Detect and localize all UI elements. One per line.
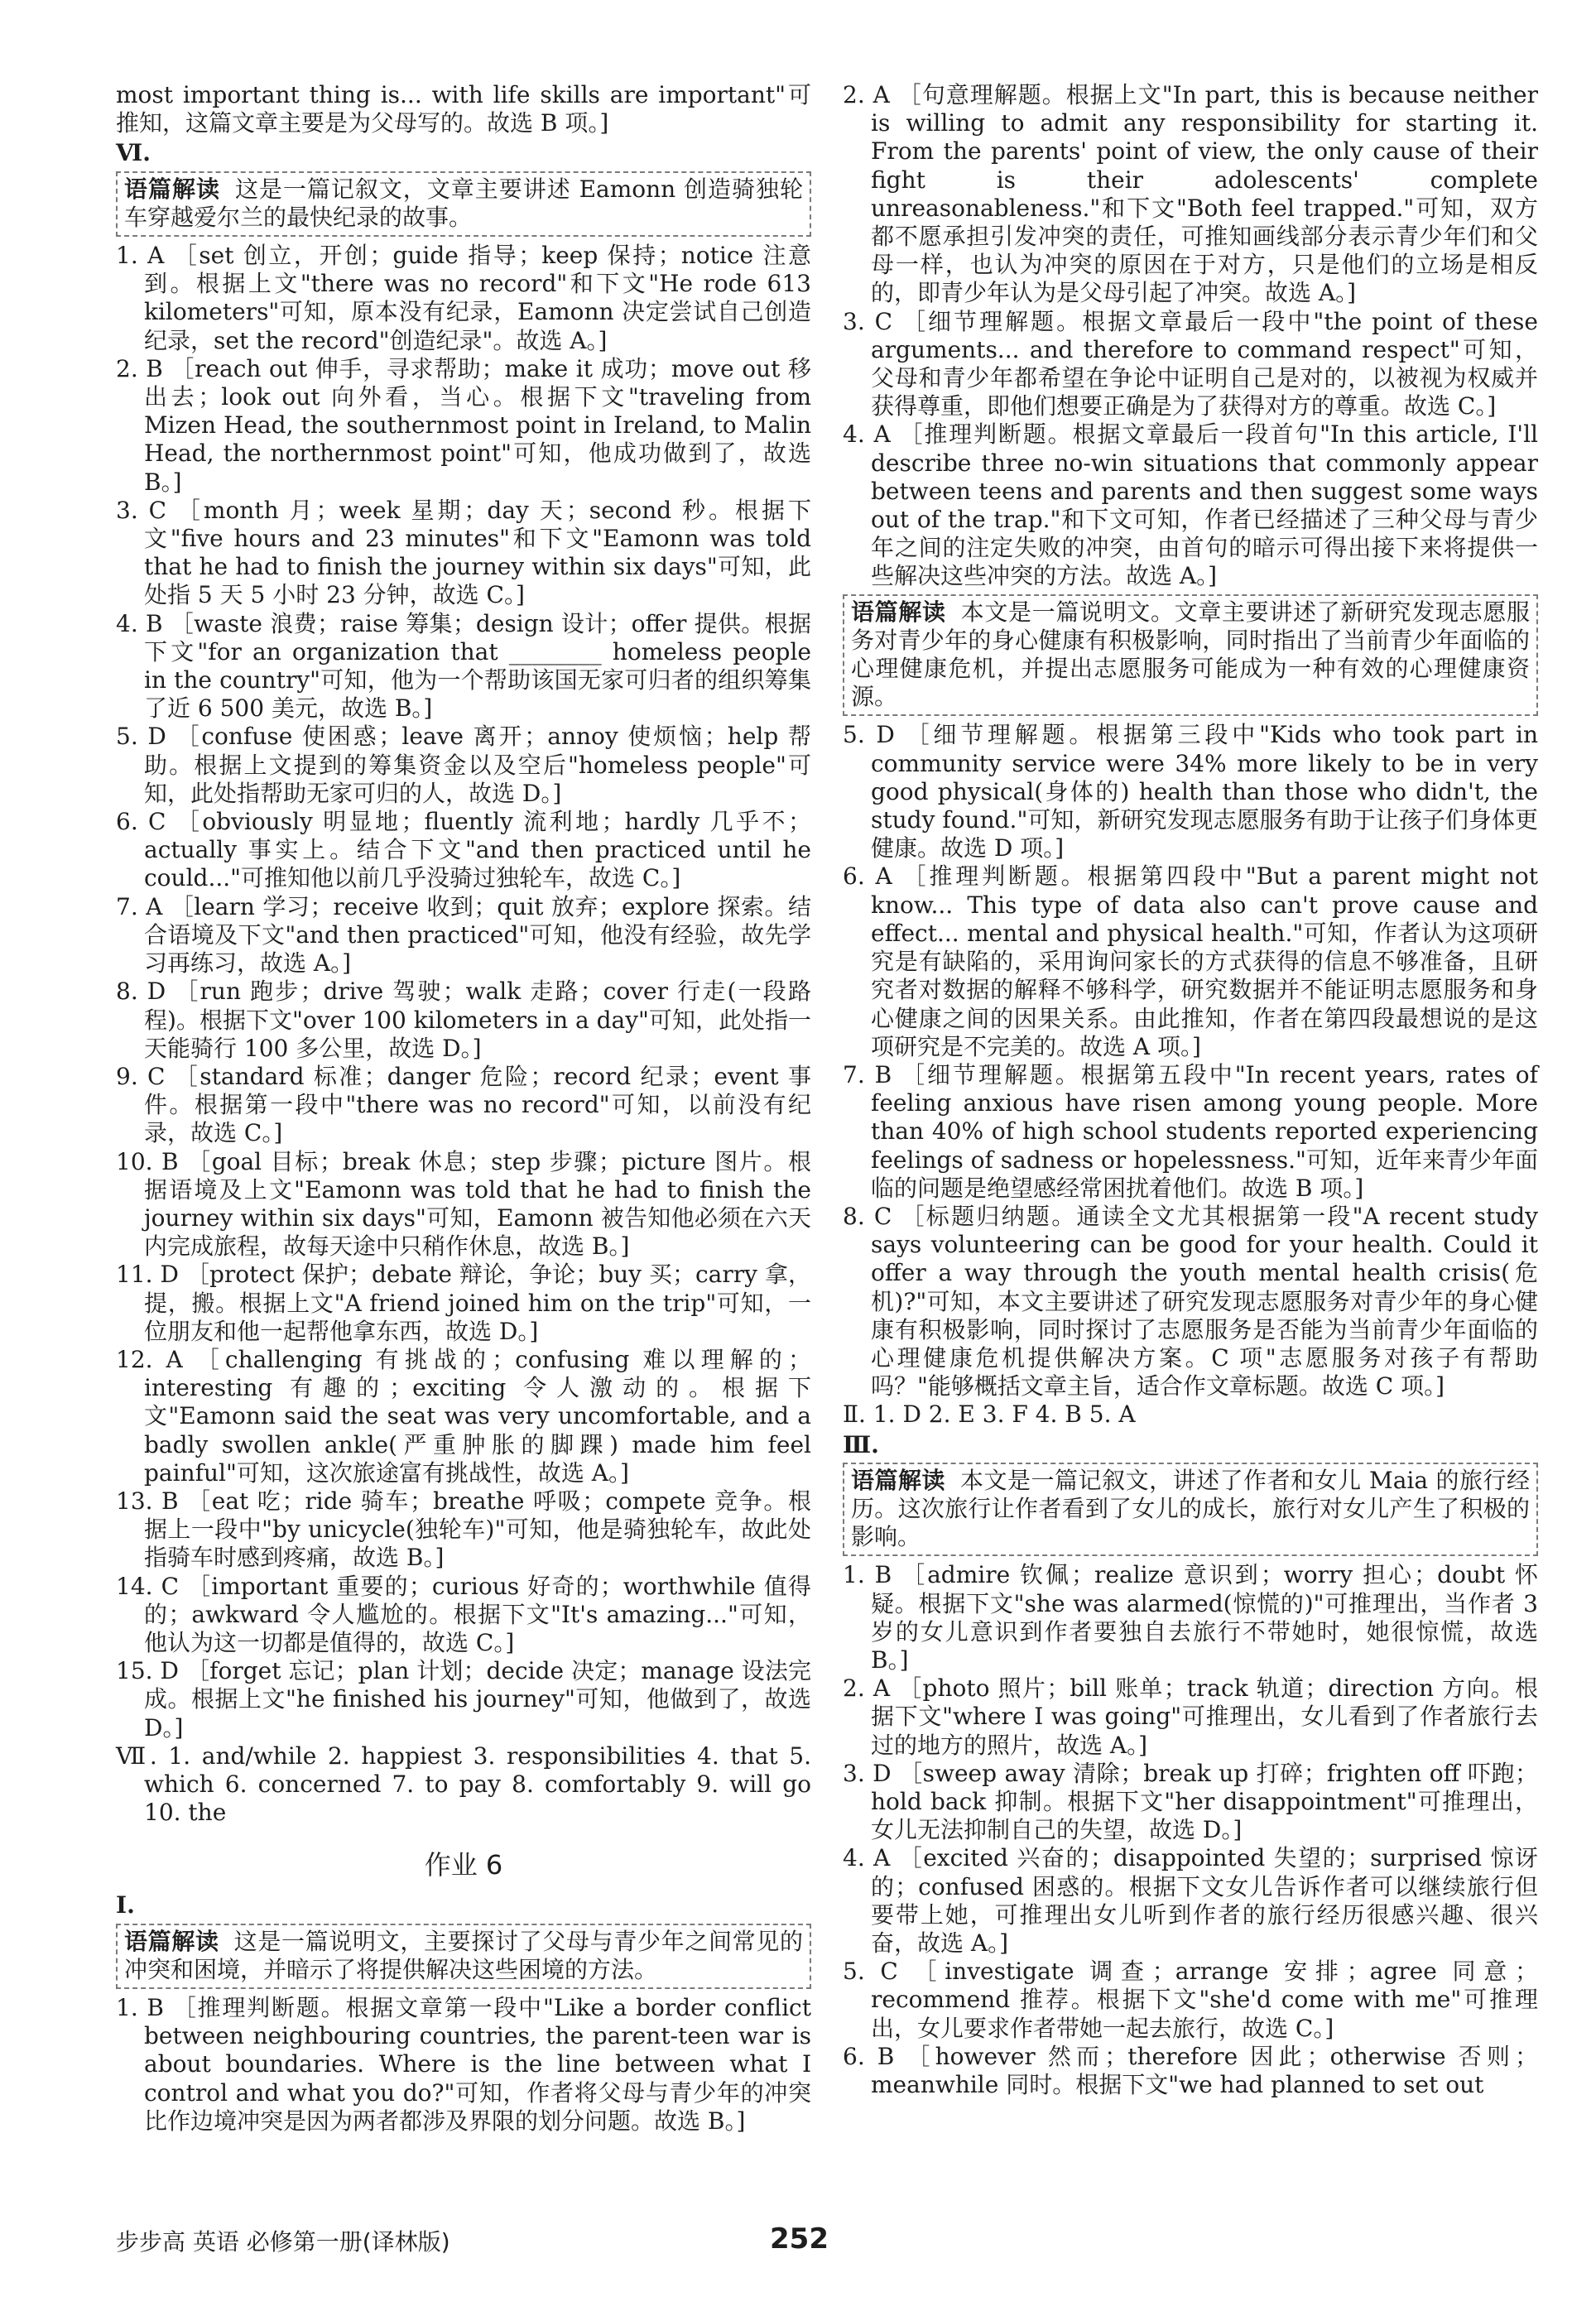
assignment-title: 作业 6: [424, 1849, 503, 1881]
answer-explanation: 9. C ［standard 标准；danger 危险；record 纪录；event 事件。根据第一段中"there was no record"可知，以前没有纪录，故选 C。]: [116, 1062, 811, 1147]
answer-explanation: 4. A ［推理判断题。根据文章最后一段首句"In this article, I'll describe three no-win situations that commonly appear between teens and parents and then suggest some ways out of the trap."和下文可知，作者已经描述了三种父母与青少年之间的注定失败的冲突，由首句的暗示可得出接下来将提供一些解决这些冲突的方法。故选 A。]: [843, 420, 1538, 590]
answer-explanation: 4. A ［excited 兴奋的；disappointed 失望的；surprised 惊讶的；confused 困惑的。根据下文女儿告诉作者可以继续旅行但要带上她，可推理出女儿听到作者的旅行经历很感兴趣、很兴奋，故选 A。]: [843, 1844, 1538, 1957]
answer-explanation: 8. D ［run 跑步；drive 驾驶；walk 走路；cover 行走(一段路程)。根据下文"over 100 kilometers in a day"可知，此处指一天能骑行 100 多公里，故选 D。]: [116, 978, 811, 1062]
answer-explanation: 11. D ［protect 保护；debate 辩论，争论；buy 买；carry 拿，提，搬。根据上文"A friend joined him on the trip"可知，一位朋友和他一起帮他拿东西，故选 D。]: [116, 1261, 811, 1345]
answer-explanation: 5. C ［investigate 调查；arrange 安排；agree 同意；recommend 推荐。根据下文"she'd come with me"可推理出，女儿要求作者带她一起去旅行，故选 C。]: [843, 1958, 1538, 2042]
section-heading: Ⅵ.: [116, 139, 151, 167]
page-footer: [116, 2222, 1482, 2263]
passage-analysis-text: 这是一篇记叙文，文章主要讲述 Eamonn 创造骑独轮车穿越爱尔兰的最快纪录的故事。: [124, 175, 803, 231]
answer-explanation: 4. B ［waste 浪费；raise 筹集；design 设计；offer 提供。根据下文"for an organization that ________ homeless people in the country"可知，他为一个帮助该国无家可归者的组织筹集了近 6 500 美元，故选 B。]: [116, 609, 811, 723]
left-column: [116, 81, 811, 2136]
passage-analysis-text: 本文是一篇记叙文，讲述了作者和女儿 Maia 的旅行经历。这次旅行让作者看到了女儿的成长，旅行对女儿产生了积极的影响。: [851, 1466, 1530, 1551]
passage-analysis-text: 这是一篇说明文，主要探讨了父母与青少年之间常见的冲突和困境，并暗示了将提供解决这些困境的方法。: [124, 1927, 803, 1983]
answer-explanation: 5. D ［confuse 使困惑；leave 离开；annoy 使烦恼；help 帮助。根据上文提到的筹集资金以及空后"homeless people"可知，此处指帮助无家可归的人，故选 D。]: [116, 723, 811, 807]
passage-analysis-box: [116, 1924, 811, 1989]
answer-explanation: 13. B ［eat 吃；ride 骑车；breathe 呼吸；compete 竞争。根据上一段中"by unicycle(独轮车)"可知，他是骑独轮车，故此处指骑车时感到疼痛，故选 B。]: [116, 1487, 811, 1572]
answer-explanation: 7. A ［learn 学习；receive 收到；quit 放弃；explore 探索。结合语境及下文"and then practiced"可知，他没有经验，故先学习再练习，故选 A。]: [116, 892, 811, 978]
passage-analysis-label: 语篇解读: [851, 1466, 946, 1494]
answer-explanation: Ⅶ. 1. and/while 2. happiest 3. responsibilities 4. that 5. which 6. concerned 7. to pay 8. comfortably 9. will go 10. the: [116, 1742, 811, 1827]
answer-explanation: 1. A ［set 创立，开创；guide 指导；keep 保持；notice 注意到。根据上文"there was no record"和下文"He rode 613 kilometers"可知，原本没有纪录，Eamonn 决定尝试自己创造纪录，set the record"创造纪录"。故选 A。]: [116, 242, 811, 354]
answer-explanation: 6. B ［however 然而；therefore 因此；otherwise 否则；meanwhile 同时。根据下文"we had planned to set out: [843, 2042, 1538, 2099]
answer-explanation: 3. C ［month 月；week 星期；day 天；second 秒。根据下文"five hours and 23 minutes"和下文"Eamonn was told that he had to finish the journey within six days"可知，此处指 5 天 5 小时 23 分钟，故选 C。]: [116, 496, 811, 609]
passage-analysis-label: 语篇解读: [124, 1927, 219, 1955]
answer-explanation: 2. A ［photo 照片；bill 账单；track 轨道；direction 方向。根据下文"where I was going"可推理出，女儿看到了作者旅行去过的地方的照片，故选 A。]: [843, 1674, 1538, 1759]
passage-analysis-label: 语篇解读: [124, 175, 220, 203]
answer-explanation: 2. A ［句意理解题。根据上文"In part, this is because neither is willing to admit any responsibility for starting it. From the parents' point of view, the only cause of their fight is their adolescents' complete unreasonableness."和下文"Both feel trapped."可知，双方都不愿承担引发冲突的责任，可推知画线部分表示青少年们和父母一样，也认为冲突的原因在于对方，只是他们的立场是相反的，即青少年认为是父母引起了冲突。故选 A。]: [843, 81, 1538, 307]
answer-explanation: 1. B ［admire 钦佩；realize 意识到；worry 担心；doubt 怀疑。根据下文"she was alarmed(惊慌的)"可推理出，当作者 3 岁的女儿意识到作者要独自去旅行不带她时，她很惊慌，故选 B。]: [843, 1561, 1538, 1674]
passage-analysis-label: 语篇解读: [851, 598, 946, 626]
section-heading: Ⅲ.: [843, 1430, 879, 1458]
answer-explanation: 15. D ［forget 忘记；plan 计划；decide 决定；manage 设法完成。根据上文"he finished his journey"可知，他做到了，故选 D。]: [116, 1657, 811, 1742]
answer-explanation: 3. C ［细节理解题。根据文章最后一段中"the point of these arguments... and therefore to command respect"可知，父母和青少年都希望在争论中证明自己是对的，以被视为权威并获得尊重，即他们想要正确是为了获得对方的尊重。故选 C。]: [843, 307, 1538, 420]
right-column: [843, 81, 1538, 2099]
passage-analysis-box: [843, 594, 1538, 717]
answer-explanation: 6. A ［推理判断题。根据第四段中"But a parent might not know... This type of data also can't prove cause and effect... mental and physical health."可知，作者认为这项研究是有缺陷的，采用询问家长的方式获得的信息不够准备，且研究者对数据的解释不够科学，研究数据并不能证明志愿服务和身心健康之间的因果关系。由此推知，作者在第四段最想说的是这项研究是不完美的。故选 A 项。]: [843, 862, 1538, 1060]
answer-explanation: 10. B ［goal 目标；break 休息；step 步骤；picture 图片。根据语境及上文"Eamonn was told that he had to finish the journey within six days"可知，Eamonn 被告知他必须在六天内完成旅程，故每天途中只稍作休息，故选 B。]: [116, 1147, 811, 1261]
answer-explanation: 8. C ［标题归纳题。通读全文尤其根据第一段"A recent study says volunteering can be good for your health. Could it offer a way through the youth mental health crisis(危机)?"可知，本文主要讲述了研究发现志愿服务对青少年的身心健康有积极影响，同时探讨了志愿服务是否能为当前青少年面临的心理健康危机提供解决方案。C 项"志愿服务对孩子有帮助吗？"能够概括文章主旨，适合作文章标题。故选 C 项。]: [843, 1202, 1538, 1401]
answer-explanation: 6. C ［obviously 明显地；fluently 流利地；hardly 几乎不；actually 事实上。结合下文"and then practiced until he could..."可推知他以前几乎没骑过独轮车，故选 C。]: [116, 808, 811, 892]
answer-explanation: 12. A ［challenging 有挑战的；confusing 难以理解的；interesting 有趣的；exciting 令人激动的。根据下文"Eamonn said the seat was very uncomfortable, and a badly swollen ankle(严重肿胀的脚踝) made him feel painful"可知，这次旅途富有挑战性，故选 A。]: [116, 1345, 811, 1487]
passage-analysis-box: [843, 1463, 1538, 1557]
continued-paragraph: most important thing is... with life skills are important"可推知，这篇文章主要是为父母写的。故选 B 项。]: [116, 81, 811, 137]
passage-analysis-box: [116, 171, 811, 237]
answer-explanation: 3. D ［sweep away 清除；break up 打碎；frighten off 吓跑；hold back 抑制。根据下文"her disappointment"可推理出，女儿无法抑制自己的失望，故选 D。]: [843, 1759, 1538, 1844]
passage-analysis-text: 本文是一篇说明文。文章主要讲述了新研究发现志愿服务对青少年的身心健康有积极影响，同时指出了当前青少年面临的心理健康危机，并提出志愿服务可能成为一种有效的心理健康资源。: [851, 598, 1530, 711]
answer-explanation: 14. C ［important 重要的；curious 好奇的；worthwhile 值得的；awkward 令人尴尬的。根据下文"It's amazing..."可知，他认为这一切都是值得的，故选 C。]: [116, 1572, 811, 1656]
section-heading: Ⅰ.: [116, 1891, 135, 1919]
answer-line: Ⅱ. 1. D 2. E 3. F 4. B 5. A: [843, 1401, 1136, 1429]
answer-explanation: 2. B ［reach out 伸手，寻求帮助；make it 成功；move out 移出去；look out 向外看，当心。根据下文"traveling from Mizen Head, the southernmost point in Ireland, to Malin Head, the northernmost point"可知，他成功做到了，故选 B。]: [116, 354, 811, 496]
answer-explanation: 1. B ［推理判断题。根据文章第一段中"Like a border conflict between neighbouring countries, the parent-teen war is about boundaries. Where is the line between what I control and what you do?"可知，作者将父母与青少年的冲突比作边境冲突是因为两者都涉及界限的划分问题。故选 B。]: [116, 1994, 811, 2135]
page-number: 252: [770, 2222, 829, 2256]
answer-explanation: 5. D ［细节理解题。根据第三段中"Kids who took part in community service were 34% more likely to be in very good physical(身体的) health than those who didn't, the study found."可知，新研究发现志愿服务有助于让孩子们身体更健康。故选 D 项。]: [843, 721, 1538, 862]
book-title: 步步高 英语 必修第一册(译林版): [116, 2228, 450, 2256]
answer-explanation: 7. B ［细节理解题。根据第五段中"In recent years, rates of feeling anxious have risen among young people. More than 40% of high school students reported experiencing feelings of sadness or hopelessness."可知，近年来青少年面临的问题是绝望感经常困扰着他们。故选 B 项。]: [843, 1060, 1538, 1202]
